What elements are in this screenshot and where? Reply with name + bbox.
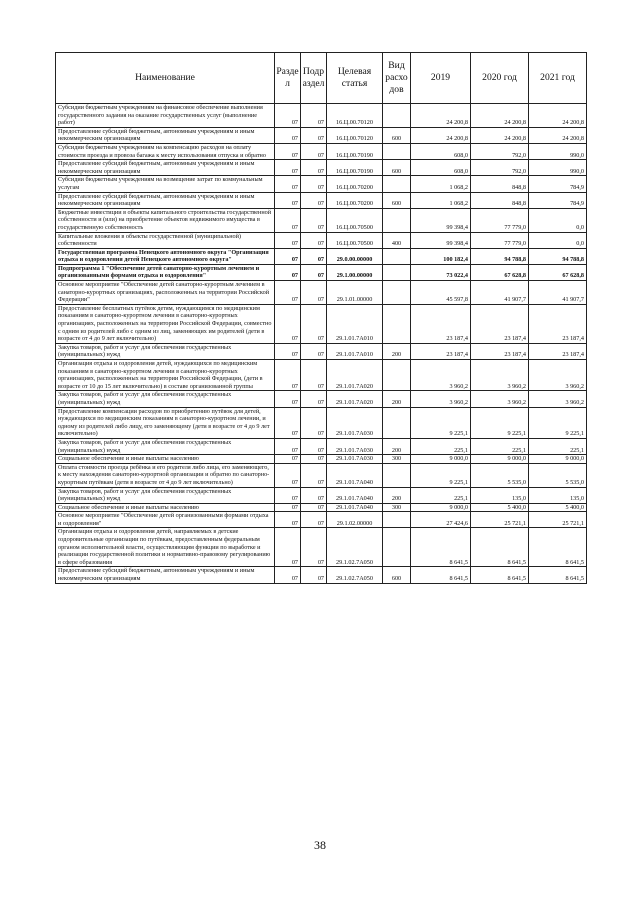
row-name-cell: Предоставление субсидий бюджетным, автономным учреждениям и иным некоммерческим организациям bbox=[56, 567, 275, 583]
row-podrazdel-cell: 07 bbox=[301, 127, 327, 143]
row-2020-cell: 25 721,1 bbox=[471, 512, 529, 528]
row-razdel-cell: 07 bbox=[275, 503, 301, 512]
row-podrazdel-cell: 07 bbox=[301, 160, 327, 176]
table-row bbox=[56, 264, 587, 280]
row-2021-cell: 24 200,8 bbox=[529, 104, 587, 128]
row-2019-cell: 8 641,5 bbox=[411, 567, 471, 583]
row-2019-cell: 73 022,4 bbox=[411, 264, 471, 280]
row-vid-cell: 600 bbox=[383, 160, 411, 176]
row-2019-cell: 9 000,0 bbox=[411, 455, 471, 464]
row-2019-cell: 9 225,1 bbox=[411, 463, 471, 487]
row-podrazdel-cell: 07 bbox=[301, 143, 327, 159]
row-name-cell: Закупка товаров, работ и услуг для обеспечения государственных (муниципальных) нужд bbox=[56, 487, 275, 503]
row-razdel-cell: 07 bbox=[275, 463, 301, 487]
row-2020-cell: 848,8 bbox=[471, 192, 529, 208]
row-vid-cell bbox=[383, 304, 411, 343]
row-statya-cell: 29.1.01.7А010 bbox=[327, 304, 383, 343]
row-name-cell: Оплата стоимости проезда ребёнка и его родителя либо лица, его заменяющего, к месту нахождения санаторно-курортной организации и обратно по санаторно-курортным путёвкам (дети в возрасте от 4 до 9 лет включительно) bbox=[56, 463, 275, 487]
row-2021-cell: 990,0 bbox=[529, 143, 587, 159]
table-row bbox=[56, 304, 587, 343]
row-razdel-cell: 07 bbox=[275, 192, 301, 208]
row-2021-cell: 784,9 bbox=[529, 176, 587, 192]
row-name-cell: Субсидии бюджетным учреждениям на возмещение затрат по коммунальным услугам bbox=[56, 176, 275, 192]
table-row bbox=[56, 127, 587, 143]
header-2019: 2019 bbox=[411, 53, 471, 104]
row-razdel-cell: 07 bbox=[275, 487, 301, 503]
row-razdel-cell: 07 bbox=[275, 567, 301, 583]
row-statya-cell: 29.1.01.00000 bbox=[327, 281, 383, 305]
row-2020-cell: 792,0 bbox=[471, 160, 529, 176]
row-2019-cell: 225,1 bbox=[411, 487, 471, 503]
table-row bbox=[56, 143, 587, 159]
row-2021-cell: 67 628,8 bbox=[529, 264, 587, 280]
row-2020-cell: 135,0 bbox=[471, 487, 529, 503]
row-2019-cell: 23 187,4 bbox=[411, 304, 471, 343]
row-vid-cell bbox=[383, 248, 411, 264]
row-2019-cell: 9 225,1 bbox=[411, 407, 471, 438]
row-statya-cell: 29.1.02.00000 bbox=[327, 512, 383, 528]
table-header-row bbox=[56, 53, 587, 104]
row-vid-cell bbox=[383, 208, 411, 232]
row-razdel-cell: 07 bbox=[275, 127, 301, 143]
row-2020-cell: 848,8 bbox=[471, 176, 529, 192]
table-row bbox=[56, 438, 587, 454]
row-2021-cell: 784,9 bbox=[529, 192, 587, 208]
row-2020-cell: 94 788,8 bbox=[471, 248, 529, 264]
row-2021-cell: 3 960,2 bbox=[529, 360, 587, 391]
row-statya-cell: 29.1.01.7А020 bbox=[327, 360, 383, 391]
row-2019-cell: 24 200,8 bbox=[411, 127, 471, 143]
row-podrazdel-cell: 07 bbox=[301, 208, 327, 232]
row-vid-cell: 600 bbox=[383, 192, 411, 208]
row-2019-cell: 608,0 bbox=[411, 143, 471, 159]
row-vid-cell bbox=[383, 104, 411, 128]
row-2019-cell: 9 000,0 bbox=[411, 503, 471, 512]
row-podrazdel-cell: 07 bbox=[301, 528, 327, 567]
row-2020-cell: 9 225,1 bbox=[471, 407, 529, 438]
row-2020-cell: 9 000,0 bbox=[471, 455, 529, 464]
row-name-cell: Предоставление субсидий бюджетным, автономным учреждениям и иным некоммерческим организациям bbox=[56, 192, 275, 208]
row-2021-cell: 5 535,0 bbox=[529, 463, 587, 487]
row-podrazdel-cell: 07 bbox=[301, 391, 327, 407]
row-name-cell: Капитальные вложения в объекты государственной (муниципальной) собственности bbox=[56, 232, 275, 248]
row-2019-cell: 3 960,2 bbox=[411, 391, 471, 407]
row-razdel-cell: 07 bbox=[275, 232, 301, 248]
row-2021-cell: 23 187,4 bbox=[529, 343, 587, 359]
row-vid-cell: 200 bbox=[383, 487, 411, 503]
row-podrazdel-cell: 07 bbox=[301, 438, 327, 454]
row-podrazdel-cell: 07 bbox=[301, 487, 327, 503]
row-2019-cell: 608,0 bbox=[411, 160, 471, 176]
row-vid-cell: 400 bbox=[383, 232, 411, 248]
row-podrazdel-cell: 07 bbox=[301, 455, 327, 464]
row-2019-cell: 27 424,6 bbox=[411, 512, 471, 528]
row-name-cell: Предоставление субсидий бюджетным, автономным учреждениям и иным некоммерческим организациям bbox=[56, 127, 275, 143]
row-name-cell: Подпрограмма 1 "Обеспечение детей санаторно-курортным лечением и организованными формами отдыха и оздоровления" bbox=[56, 264, 275, 280]
row-2019-cell: 225,1 bbox=[411, 438, 471, 454]
row-vid-cell: 200 bbox=[383, 438, 411, 454]
row-razdel-cell: 07 bbox=[275, 208, 301, 232]
row-vid-cell bbox=[383, 407, 411, 438]
row-podrazdel-cell: 07 bbox=[301, 104, 327, 128]
row-name-cell: Социальное обеспечение и иные выплаты населению bbox=[56, 503, 275, 512]
table-row bbox=[56, 104, 587, 128]
row-name-cell: Субсидии бюджетным учреждениям на финансовое обеспечение выполнения государственного задания на оказание государственных услуг (выполнение работ) bbox=[56, 104, 275, 128]
row-2020-cell: 225,1 bbox=[471, 438, 529, 454]
row-name-cell: Предоставление субсидий бюджетным, автономным учреждениям и иным некоммерческим организациям bbox=[56, 160, 275, 176]
row-razdel-cell: 07 bbox=[275, 455, 301, 464]
table-row bbox=[56, 512, 587, 528]
row-2020-cell: 67 628,8 bbox=[471, 264, 529, 280]
row-2021-cell: 23 187,4 bbox=[529, 304, 587, 343]
row-podrazdel-cell: 07 bbox=[301, 503, 327, 512]
row-razdel-cell: 07 bbox=[275, 512, 301, 528]
table-row bbox=[56, 343, 587, 359]
row-razdel-cell: 07 bbox=[275, 407, 301, 438]
row-statya-cell: 29.0.00.00000 bbox=[327, 248, 383, 264]
table-row bbox=[56, 281, 587, 305]
row-razdel-cell: 07 bbox=[275, 104, 301, 128]
row-2021-cell: 135,0 bbox=[529, 487, 587, 503]
table-row bbox=[56, 487, 587, 503]
row-vid-cell: 300 bbox=[383, 455, 411, 464]
row-podrazdel-cell: 07 bbox=[301, 264, 327, 280]
table-row bbox=[56, 407, 587, 438]
row-razdel-cell: 07 bbox=[275, 391, 301, 407]
row-podrazdel-cell: 07 bbox=[301, 360, 327, 391]
row-2019-cell: 99 398,4 bbox=[411, 232, 471, 248]
row-razdel-cell: 07 bbox=[275, 281, 301, 305]
row-name-cell: Предоставление бесплатных путёвок детям, нуждающимся по медицинским показаниям в санаторно-курортном лечении в санаторно-курортных организациях, расположенных на территории Российской Федерации, совместно с одним из родителей либо с одним из лиц, заменяющих им родителей (дети в возрасте от 4 до 9 лет включительно) bbox=[56, 304, 275, 343]
row-razdel-cell: 07 bbox=[275, 160, 301, 176]
row-name-cell: Закупка товаров, работ и услуг для обеспечения государственных (муниципальных) нужд bbox=[56, 438, 275, 454]
table-row bbox=[56, 160, 587, 176]
row-2020-cell: 5 535,0 bbox=[471, 463, 529, 487]
row-statya-cell: 29.1.02.7А050 bbox=[327, 567, 383, 583]
table-row bbox=[56, 391, 587, 407]
row-vid-cell: 600 bbox=[383, 567, 411, 583]
row-2020-cell: 24 200,8 bbox=[471, 127, 529, 143]
header-razdel: Разде л bbox=[275, 53, 301, 104]
page-number: 38 bbox=[314, 838, 326, 852]
header-vid: Вид расхо дов bbox=[383, 53, 411, 104]
row-podrazdel-cell: 07 bbox=[301, 304, 327, 343]
row-razdel-cell: 07 bbox=[275, 264, 301, 280]
row-razdel-cell: 07 bbox=[275, 528, 301, 567]
table-row bbox=[56, 208, 587, 232]
table-body bbox=[56, 104, 587, 584]
row-2021-cell: 9 225,1 bbox=[529, 407, 587, 438]
row-vid-cell: 200 bbox=[383, 391, 411, 407]
table-row bbox=[56, 567, 587, 583]
row-razdel-cell: 07 bbox=[275, 360, 301, 391]
row-2020-cell: 23 187,4 bbox=[471, 304, 529, 343]
header-name: Наименование bbox=[56, 53, 275, 104]
row-vid-cell bbox=[383, 463, 411, 487]
row-statya-cell: 29.1.01.7А040 bbox=[327, 463, 383, 487]
row-razdel-cell: 07 bbox=[275, 438, 301, 454]
row-2019-cell: 24 200,8 bbox=[411, 104, 471, 128]
header-podrazdel: Подр аздел bbox=[301, 53, 327, 104]
row-2021-cell: 8 641,5 bbox=[529, 567, 587, 583]
row-razdel-cell: 07 bbox=[275, 176, 301, 192]
row-vid-cell bbox=[383, 143, 411, 159]
row-podrazdel-cell: 07 bbox=[301, 281, 327, 305]
row-podrazdel-cell: 07 bbox=[301, 463, 327, 487]
row-statya-cell: 16.Ц.00.70190 bbox=[327, 160, 383, 176]
row-razdel-cell: 07 bbox=[275, 143, 301, 159]
row-vid-cell: 200 bbox=[383, 343, 411, 359]
row-statya-cell: 16.Ц.00.70120 bbox=[327, 104, 383, 128]
row-vid-cell: 300 bbox=[383, 503, 411, 512]
row-name-cell: Субсидии бюджетным учреждениям на компенсацию расходов на оплату стоимости проезда и провоза багажа к месту использования отпуска и обратно bbox=[56, 143, 275, 159]
row-2019-cell: 99 398,4 bbox=[411, 208, 471, 232]
row-podrazdel-cell: 07 bbox=[301, 512, 327, 528]
row-statya-cell: 29.1.02.7А050 bbox=[327, 528, 383, 567]
table-row bbox=[56, 232, 587, 248]
row-vid-cell bbox=[383, 360, 411, 391]
row-2021-cell: 25 721,1 bbox=[529, 512, 587, 528]
row-2021-cell: 990,0 bbox=[529, 160, 587, 176]
row-name-cell: Предоставление компенсации расходов по приобретению путёвок для детей, нуждающихся по медицинским показаниям в санаторно-курортном лечении, и одному из родителей либо лицу, его заменяющему (дети в возрасте от 4 до 9 лет включительно) bbox=[56, 407, 275, 438]
header-2020: 2020 год bbox=[471, 53, 529, 104]
row-vid-cell bbox=[383, 264, 411, 280]
row-2020-cell: 8 641,5 bbox=[471, 567, 529, 583]
row-2020-cell: 8 641,5 bbox=[471, 528, 529, 567]
table-row bbox=[56, 192, 587, 208]
row-statya-cell: 29.1.01.7А010 bbox=[327, 343, 383, 359]
row-name-cell: Закупка товаров, работ и услуг для обеспечения государственных (муниципальных) нужд bbox=[56, 391, 275, 407]
row-2020-cell: 23 187,4 bbox=[471, 343, 529, 359]
row-2019-cell: 45 597,8 bbox=[411, 281, 471, 305]
row-razdel-cell: 07 bbox=[275, 343, 301, 359]
row-2019-cell: 1 068,2 bbox=[411, 192, 471, 208]
row-podrazdel-cell: 07 bbox=[301, 343, 327, 359]
row-2019-cell: 3 960,2 bbox=[411, 360, 471, 391]
table-row bbox=[56, 463, 587, 487]
row-vid-cell bbox=[383, 512, 411, 528]
row-2021-cell: 41 907,7 bbox=[529, 281, 587, 305]
row-statya-cell: 29.1.01.7А030 bbox=[327, 455, 383, 464]
row-2019-cell: 23 187,4 bbox=[411, 343, 471, 359]
row-2019-cell: 8 641,5 bbox=[411, 528, 471, 567]
row-2021-cell: 225,1 bbox=[529, 438, 587, 454]
row-2021-cell: 9 000,0 bbox=[529, 455, 587, 464]
row-2020-cell: 3 960,2 bbox=[471, 360, 529, 391]
row-name-cell: Организация отдыха и оздоровления детей, нуждающихся по медицинским показаниям в санаторно-курортном лечении в санаторно-курортных организациях, расположенных на территории Российской Федерации, (дети в возрасте от 10 до 15 лет включительно) в составе организованной группы bbox=[56, 360, 275, 391]
row-2021-cell: 0,0 bbox=[529, 232, 587, 248]
row-2020-cell: 24 200,8 bbox=[471, 104, 529, 128]
row-2019-cell: 1 068,2 bbox=[411, 176, 471, 192]
row-statya-cell: 16.Ц.00.70500 bbox=[327, 232, 383, 248]
row-podrazdel-cell: 07 bbox=[301, 248, 327, 264]
row-vid-cell bbox=[383, 281, 411, 305]
row-name-cell: Основное мероприятие "Обеспечение детей организованными формами отдыха и оздоровления" bbox=[56, 512, 275, 528]
row-2019-cell: 100 182,4 bbox=[411, 248, 471, 264]
row-2021-cell: 24 200,8 bbox=[529, 127, 587, 143]
row-2020-cell: 3 960,2 bbox=[471, 391, 529, 407]
row-2020-cell: 77 779,0 bbox=[471, 232, 529, 248]
row-name-cell: Бюджетные инвестиции в объекты капитального строительства государственной собственности и (или) на приобретение объектов недвижимого имущества в государственную собственность bbox=[56, 208, 275, 232]
row-name-cell: Социальное обеспечение и иные выплаты населению bbox=[56, 455, 275, 464]
row-name-cell: Государственная программа Ненецкого автономного округа "Организация отдыха и оздоровления детей Ненецкого автономного округа" bbox=[56, 248, 275, 264]
row-statya-cell: 16.Ц.00.70120 bbox=[327, 127, 383, 143]
row-podrazdel-cell: 07 bbox=[301, 567, 327, 583]
budget-table bbox=[55, 52, 587, 584]
row-statya-cell: 16.Ц.00.70500 bbox=[327, 208, 383, 232]
row-statya-cell: 29.1.01.7А020 bbox=[327, 391, 383, 407]
row-vid-cell: 600 bbox=[383, 127, 411, 143]
row-name-cell: Организация отдыха и оздоровления детей, направляемых в детские оздоровительные организации по путёвкам, предоставленным федеральным органом исполнительной власти, осуществляющим функции по выработке и реализации государственной политики и нормативно-правовому регулированию в сфере образования bbox=[56, 528, 275, 567]
row-2020-cell: 77 779,0 bbox=[471, 208, 529, 232]
row-2021-cell: 5 400,0 bbox=[529, 503, 587, 512]
row-2020-cell: 5 400,0 bbox=[471, 503, 529, 512]
row-podrazdel-cell: 07 bbox=[301, 192, 327, 208]
row-statya-cell: 16.Ц.00.70200 bbox=[327, 176, 383, 192]
table-row bbox=[56, 360, 587, 391]
table-row bbox=[56, 176, 587, 192]
row-razdel-cell: 07 bbox=[275, 248, 301, 264]
row-statya-cell: 16.Ц.00.70200 bbox=[327, 192, 383, 208]
row-2020-cell: 792,0 bbox=[471, 143, 529, 159]
row-podrazdel-cell: 07 bbox=[301, 176, 327, 192]
row-razdel-cell: 07 bbox=[275, 304, 301, 343]
row-statya-cell: 29.1.01.7А040 bbox=[327, 487, 383, 503]
row-vid-cell bbox=[383, 528, 411, 567]
row-name-cell: Основное мероприятие "Обеспечение детей санаторно-курортным лечением в санаторно-курортных организациях, расположенных на территории Российской Федерации" bbox=[56, 281, 275, 305]
row-statya-cell: 29.1.00.00000 bbox=[327, 264, 383, 280]
row-2020-cell: 41 907,7 bbox=[471, 281, 529, 305]
row-2021-cell: 8 641,5 bbox=[529, 528, 587, 567]
row-podrazdel-cell: 07 bbox=[301, 407, 327, 438]
row-statya-cell: 29.1.01.7А030 bbox=[327, 407, 383, 438]
row-statya-cell: 29.1.01.7А030 bbox=[327, 438, 383, 454]
table-row bbox=[56, 528, 587, 567]
row-name-cell: Закупка товаров, работ и услуг для обеспечения государственных (муниципальных) нужд bbox=[56, 343, 275, 359]
row-statya-cell: 29.1.01.7А040 bbox=[327, 503, 383, 512]
budget-table-container bbox=[55, 52, 586, 584]
row-vid-cell bbox=[383, 176, 411, 192]
row-2021-cell: 0,0 bbox=[529, 208, 587, 232]
header-statya: Целевая статья bbox=[327, 53, 383, 104]
row-2021-cell: 94 788,8 bbox=[529, 248, 587, 264]
row-statya-cell: 16.Ц.00.70190 bbox=[327, 143, 383, 159]
table-row bbox=[56, 503, 587, 512]
row-2021-cell: 3 960,2 bbox=[529, 391, 587, 407]
table-row bbox=[56, 455, 587, 464]
header-2021: 2021 год bbox=[529, 53, 587, 104]
row-podrazdel-cell: 07 bbox=[301, 232, 327, 248]
table-row bbox=[56, 248, 587, 264]
